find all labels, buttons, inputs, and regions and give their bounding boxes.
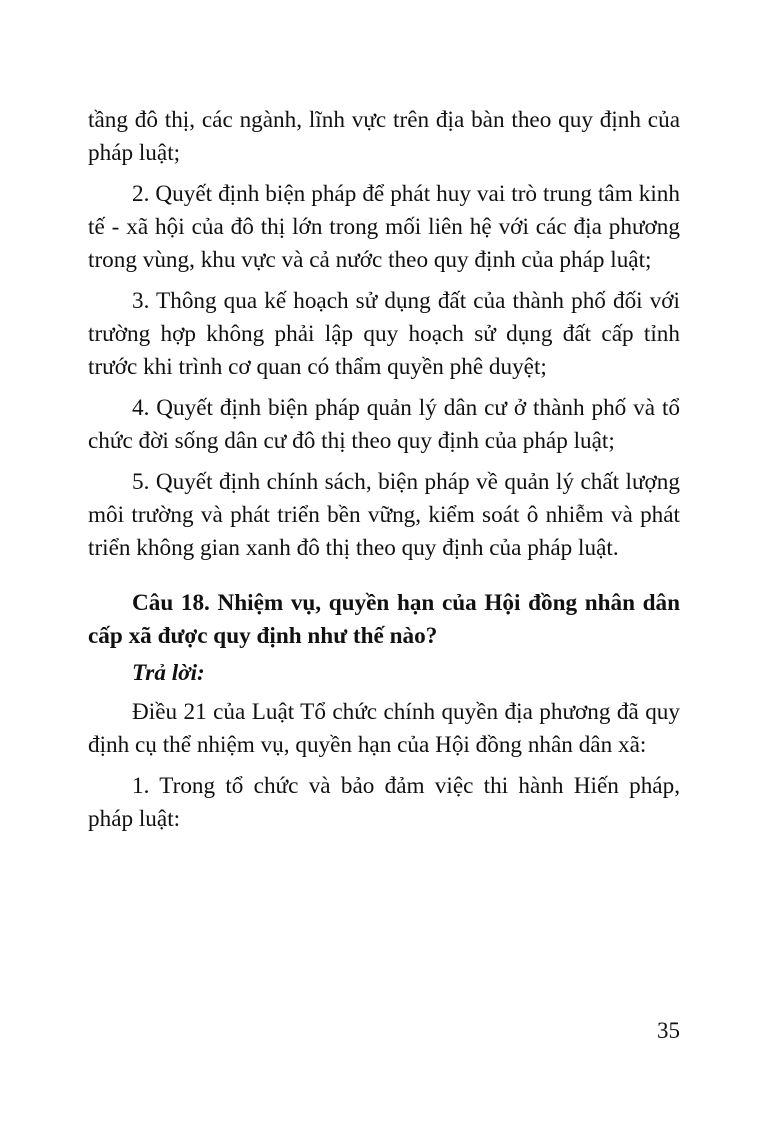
paragraph-item-4: 4. Quyết định biện pháp quản lý dân cư ở thành phố và tổ chức đời sống dân cư đô thị theo quy định của pháp luật;: [88, 395, 680, 454]
paragraph-continuation: tầng đô thị, các ngành, lĩnh vực trên địa bàn theo quy định của pháp luật;: [88, 107, 680, 166]
paragraph-item-2: 2. Quyết định biện pháp để phát huy vai trò trung tâm kinh tế - xã hội của đô thị lớn trong mối liên hệ với các địa phương trong vùng, khu vực và cả nước theo quy định của pháp luật;: [88, 181, 680, 273]
page-body: [88, 104, 680, 844]
paragraph-article-21: Điều 21 của Luật Tổ chức chính quyền địa phương đã quy định cụ thể nhiệm vụ, quyền hạn của Hội đồng nhân dân xã:: [88, 699, 680, 758]
question-heading: Câu 18. Nhiệm vụ, quyền hạn của Hội đồng nhân dân cấp xã được quy định như thế nào?: [88, 590, 680, 649]
paragraph-item-3: 3. Thông qua kế hoạch sử dụng đất của thành phố đối với trường hợp không phải lập quy hoạch sử dụng đất cấp tỉnh trước khi trình cơ quan có thẩm quyền phê duyệt;: [88, 288, 680, 380]
paragraph-item-5: 5. Quyết định chính sách, biện pháp về quản lý chất lượng môi trường và phát triển bền vững, kiểm soát ô nhiễm và phát triển không gian xanh đô thị theo quy định của pháp luật.: [88, 469, 680, 561]
paragraph-item-1: 1. Trong tổ chức và bảo đảm việc thi hành Hiến pháp, pháp luật:: [88, 773, 680, 832]
answer-label: Trả lời:: [132, 660, 205, 686]
page-number: 35: [657, 1018, 680, 1043]
